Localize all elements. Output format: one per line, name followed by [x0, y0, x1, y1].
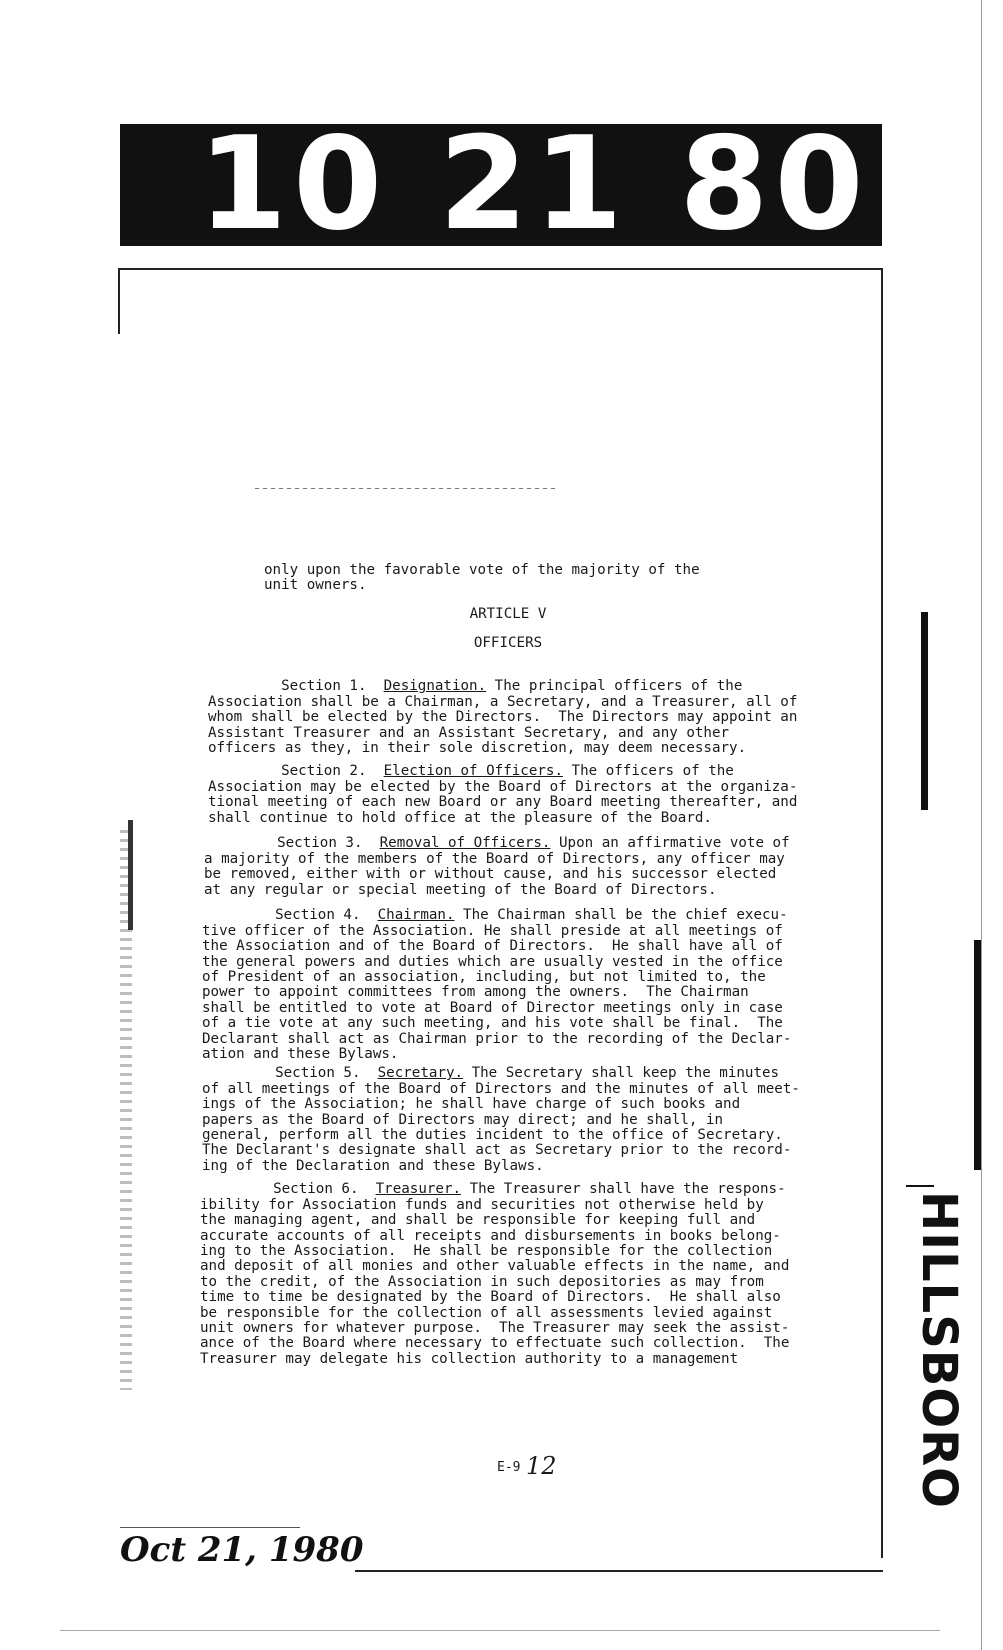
date-stamp-banner [120, 124, 882, 246]
margin-bar-upper [921, 612, 928, 810]
section-body: of all meetings of the Board of Directors and the minutes of all meet- ings of the Association; he shall have charge of such books and papers as the Board of Directors may direct; and he shall, in general, perform all the duties incident to the office of Secretary. The Declarant's designate shall act as Secretary prior to the record- ing of the Declaration and these Bylaws. [202, 1080, 800, 1174]
section-heading: Designation. [383, 678, 487, 695]
section-number: Section 1. [281, 678, 367, 695]
section-body-first: The Treasurer shall have the respons- [461, 1181, 786, 1198]
article-number: ARTICLE V [469, 606, 547, 622]
section-body: Association may be elected by the Board of Directors at the organiza- tional meeting of each new Board or any Board meeting thereafter, and shall continue to hold office at the pleasure of the Board. [208, 778, 798, 826]
frame-top-border [118, 268, 883, 270]
article-title: OFFICERS [473, 635, 543, 651]
frame-right-border [881, 268, 883, 1558]
dashed-rule [255, 488, 555, 489]
section-body-first: The officers of the [562, 763, 734, 780]
margin-bar-lower [974, 940, 981, 1170]
section-4 [202, 893, 802, 1062]
section-body-first: The principal officers of the [486, 678, 743, 695]
frame-bottom-border [355, 1570, 883, 1572]
section-number: Section 3. [277, 835, 363, 852]
section-number: Section 6. [273, 1181, 359, 1198]
margin-stamp-tick [906, 1185, 934, 1187]
section-body: a majority of the members of the Board of Directors, any officer may be removed, either with or without cause, and his successor elected at any regular or special meeting of the Board of Directors. [204, 850, 785, 898]
page-number-handwritten: 12 [526, 1452, 557, 1480]
hillsboro-margin-stamp [912, 1190, 966, 1510]
section-6 [200, 1167, 800, 1367]
signature-line [120, 1527, 300, 1528]
section-body: ibility for Association funds and securities not otherwise held by the managing agent, and shall be responsible for keeping full and accurate accounts of all receipts and disbursements in books belong- ing to the Association. He shall be responsible for the collection and deposit of all monies and other valuable effects in the name, and to the credit, of the Association in such depositories as may from time to time be designated by the Board of Directors. He shall also be responsible for the collection of all assessments levied against unit owners for whatever purpose. The Treasurer may seek the assist- ance of the Board where necessary to effectuate such collection. The Treasurer may delegate his collection authority to a management [200, 1196, 790, 1367]
section-3 [204, 821, 804, 898]
section-body: Association shall be a Chairman, a Secretary, and a Treasurer, all of whom shall be elected by the Directors. The Directors may appoint an Assistant Treasurer and an Assistant Secretary, and any other officers as they, in their sole discretion, may deem necessary. [208, 693, 798, 757]
section-body-first: The Secretary shall keep the minutes [463, 1065, 780, 1082]
section-body-first: The Chairman shall be the chief execu- [454, 907, 788, 924]
bottom-scan-rule [60, 1630, 940, 1631]
section-1 [208, 664, 808, 756]
scan-edge-line [981, 0, 982, 1650]
section-number: Section 5. [275, 1065, 361, 1082]
section-number: Section 4. [275, 907, 361, 924]
section-body: tive officer of the Association. He shall preside at all meetings of the Association and of the Board of Directors. He shall have all of the general powers and duties which are usually vested in the office of President of an association, including, but not limited to, the power to appoint committees from among the owners. The Chairman shall be entitled to vote at Board of Director meetings only in case of a tie vote at any such meeting, and his vote shall be final. The Declarant shall act as Chairman prior to the recording of the Declar- ation and these Bylaws. [202, 922, 792, 1063]
opening-paragraph: only upon the favorable vote of the majority of the unit owners. [264, 562, 700, 594]
handwritten-date: Oct 21, 1980 [120, 1530, 364, 1570]
section-heading: Secretary. [377, 1065, 464, 1082]
section-heading: Removal of Officers. [379, 835, 551, 852]
section-5 [202, 1051, 802, 1174]
section-body-first: Upon an affirmative vote of [550, 835, 790, 852]
hillsboro-stamp-text: HILLSBORO [911, 1191, 967, 1509]
section-2 [208, 749, 808, 826]
left-scan-edge-mark [128, 820, 133, 930]
section-heading: Treasurer. [375, 1181, 462, 1198]
date-stamp-digits: 10 21 80 [198, 124, 870, 246]
frame-left-border [118, 268, 120, 334]
section-number: Section 2. [281, 763, 367, 780]
section-heading: Election of Officers. [383, 763, 563, 780]
section-heading: Chairman. [377, 907, 455, 924]
page-label: E-9 [497, 1460, 521, 1475]
